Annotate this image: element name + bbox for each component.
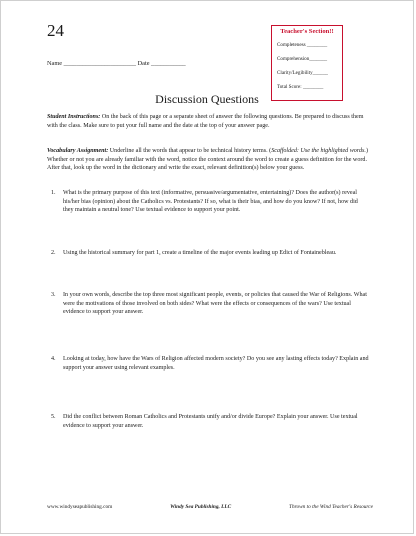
vocabulary-scaffold: Scaffolded: Use the highlighted words. <box>271 148 366 154</box>
footer-publisher: Windy Sea Publishing, LLC <box>170 504 232 510</box>
question-2 <box>51 249 369 258</box>
question-number: 3. <box>51 292 56 298</box>
instructions-label: Student Instructions: <box>47 114 101 120</box>
question-3 <box>51 291 369 317</box>
question-text: Looking at today, how have the Wars of Religion affected modern society? Do you see any lasting effects today? Explain and support your answer using relevant examples. <box>63 356 369 371</box>
question-number: 1. <box>51 190 56 196</box>
teacher-clarity: Clarity/Legibility______ <box>277 70 328 77</box>
question-text: Using the historical summary for part 1, create a timeline of the major events leading up Edict of Fontainebleau. <box>63 250 337 256</box>
vocabulary-assignment <box>47 147 369 173</box>
question-text: What is the primary purpose of this text (informative, persuasive/argumentative, entertaining)? Does the author(s) reveal his/her bias (opinion) about the Catholics vs. Protestants? If so, what is their bias, and how do you know? If not, how did they maintain a neutral tone? Use textual evidence to support your point. <box>63 190 358 214</box>
teacher-section-title: Teacher's Section!! <box>280 28 334 35</box>
vocabulary-label: Vocabulary Assignment: <box>47 148 109 154</box>
page-number: 24 <box>47 21 64 40</box>
question-4 <box>51 355 369 372</box>
teacher-total-score: Total Score: ________ <box>277 84 324 91</box>
teacher-completeness: Completeness ________ <box>277 41 328 48</box>
teacher-section-box <box>271 25 343 101</box>
page-title: Discussion Questions <box>155 92 259 106</box>
teacher-comprehension: Comprehension_______ <box>277 56 328 63</box>
vocabulary-text-a: Underline all the words that appear to be technical history terms. ( <box>108 148 272 154</box>
student-instructions <box>47 113 369 130</box>
question-number: 5. <box>51 414 56 420</box>
question-number: 2. <box>51 250 56 256</box>
question-text: Did the conflict between Roman Catholics and Protestants unify and/or divide Europe? Explain your answer. Use textual evidence to support your answer. <box>63 414 358 429</box>
page-footer <box>47 504 373 510</box>
question-text: In your own words, describe the top three most significant people, events, or policies that caused the War of Religions. What were the motivations of those involved on both sides? What were the effects or consequences of the wars? Use textual evidence to support your answer. <box>63 292 367 316</box>
question-number: 4. <box>51 356 56 362</box>
question-1 <box>51 189 369 215</box>
name-date-line: Name _______________________ Date ___________ <box>47 60 186 67</box>
footer-website: www.windyseapublishing.com <box>47 504 113 510</box>
vocabulary-text-b: ) Whether or not you are already familiar with the word, notice the context around the word to create a guess definition for the word. After that, look up the word in the dictionary and write the exact, relevant definition(s) below your guess. <box>47 148 368 172</box>
question-5 <box>51 413 369 430</box>
instructions-text: On the back of this page or a separate sheet of answer the following questions. Be prepared to discuss them with the class. Make sure to put your full name and the date at the top of your answer page. <box>47 114 364 129</box>
footer-book-title: Thrown to the Wind Teacher's Resource <box>289 504 373 510</box>
